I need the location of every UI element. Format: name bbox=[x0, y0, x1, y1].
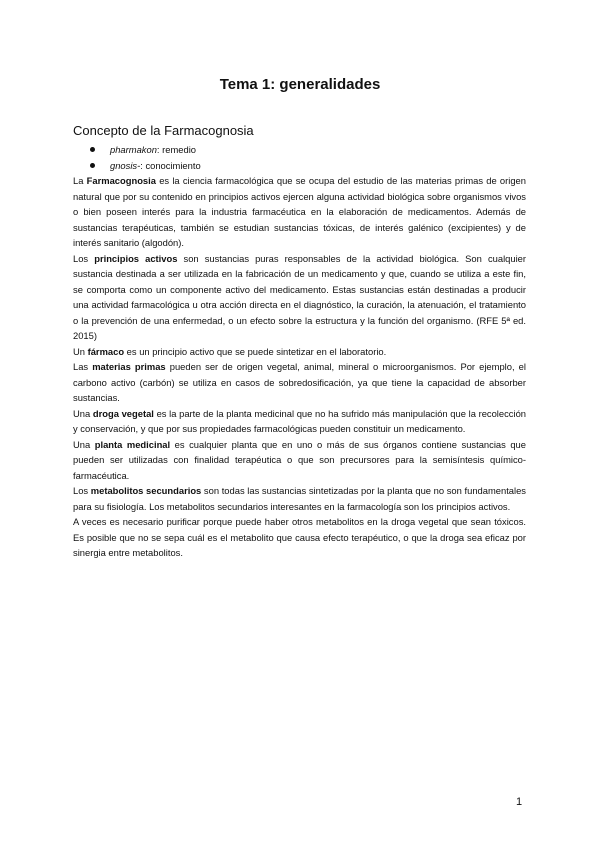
paragraph-keyword: materias primas bbox=[92, 361, 166, 372]
paragraph bbox=[73, 514, 526, 561]
page-number: 1 bbox=[516, 796, 523, 808]
bullet-icon bbox=[90, 163, 95, 168]
paragraph-text: Un bbox=[73, 345, 88, 357]
paragraph-text: Los bbox=[73, 485, 91, 496]
paragraph-text: La bbox=[73, 175, 87, 186]
paragraph-text: Una bbox=[73, 407, 93, 419]
paragraph-keyword: Farmacognosia bbox=[86, 175, 156, 186]
paragraph-text: es cualquier planta que en uno o más de sus órganos contiene sustancias que pueden ser utilizadas con finalidad terapéutica o que son precursores para la semisíntesis químico-farmacéutica. bbox=[73, 438, 526, 481]
paragraph bbox=[73, 437, 526, 484]
paragraph-keyword: planta medicinal bbox=[94, 438, 171, 450]
paragraph-keyword: droga vegetal bbox=[92, 407, 154, 419]
paragraph-keyword: fármaco bbox=[87, 345, 125, 357]
section-heading: Concepto de la Farmacognosia bbox=[73, 123, 254, 138]
paragraph-text: es un principio activo que se puede sintetizar en el laboratorio. bbox=[124, 345, 387, 357]
list-item bbox=[88, 158, 201, 174]
page-title: Tema 1: generalidades bbox=[219, 76, 381, 93]
paragraph bbox=[73, 251, 526, 344]
list-item bbox=[88, 142, 201, 158]
bullet-icon bbox=[90, 147, 95, 152]
paragraph-text: son sustancias puras responsables de la actividad biológica. Son cualquier sustancia destinada a ser utilizada en la fabricación de un medicamento y que, cuando se utiliza a este fin, se comporta como un componente activo del medicamento. Estas sustancias están destinadas a producir una actividad farmacológica u otra acción directa en el diagnóstico, la curación, la atenuación, el tratamiento o la prevención de una enfermedad, o un efecto sobre la estructura y la función del organismo. (RFE 5ª ed. 2015) bbox=[73, 252, 526, 341]
paragraph-text: es la ciencia farmacológica que se ocupa del estudio de las materias primas de origen natural que por su contenido en principios activos ejercen alguna actividad biológica sobre organismos vivos o bien poseen interés para la industria farmacéutica en la elaboración de medicamentos. Además de sustancias terapéuticas, también se estudian sustancias tóxicas, de interés galénico (excipientes) y de interés sanitario (algodón). bbox=[73, 175, 526, 248]
bullet-term: pharmakon bbox=[110, 144, 157, 155]
paragraph-text: pueden ser de origen vegetal, animal, mineral o microorganismos. Por ejemplo, el carbono activo (carbón) se utiliza en casos de sobredosificación, ya que tiene la capacidad de absorber sustancias. bbox=[73, 361, 526, 403]
paragraph bbox=[73, 344, 526, 360]
paragraph-keyword: principios activos bbox=[94, 252, 178, 264]
paragraph bbox=[73, 173, 526, 251]
paragraph-keyword: metabolitos secundarios bbox=[90, 485, 202, 496]
paragraph bbox=[73, 406, 526, 437]
body-text bbox=[73, 173, 526, 561]
paragraph bbox=[73, 483, 526, 514]
bullet-definition: : remedio bbox=[156, 144, 196, 155]
paragraph-text: es la parte de la planta medicinal que no ha sufrido más manipulación que la recolección y conservación, y que por sus propiedades farmacológicas pueden constituir un medicamento. bbox=[73, 407, 526, 434]
paragraph-text: son todas las sustancias sintetizadas por la planta que no son fundamentales para su fisiología. Los metabolitos secundarios interesantes en la farmacología son los principios activos. bbox=[73, 485, 526, 512]
paragraph-text: Una bbox=[73, 438, 95, 450]
paragraph bbox=[73, 359, 526, 406]
paragraph-text: Los bbox=[73, 252, 95, 264]
paragraph-text: A veces es necesario purificar porque puede haber otros metabolitos en la droga vegetal que sean tóxicos. Es posible que no se sepa cuál es el metabolito que causa efecto terapéutico, o que la droga sea eficaz por sinergia entre metabolitos. bbox=[73, 516, 526, 558]
etymology-list bbox=[88, 142, 201, 173]
paragraph-text: Las bbox=[73, 361, 93, 372]
bullet-term: gnosis- bbox=[110, 159, 141, 171]
bullet-definition: : conocimiento bbox=[140, 159, 201, 171]
